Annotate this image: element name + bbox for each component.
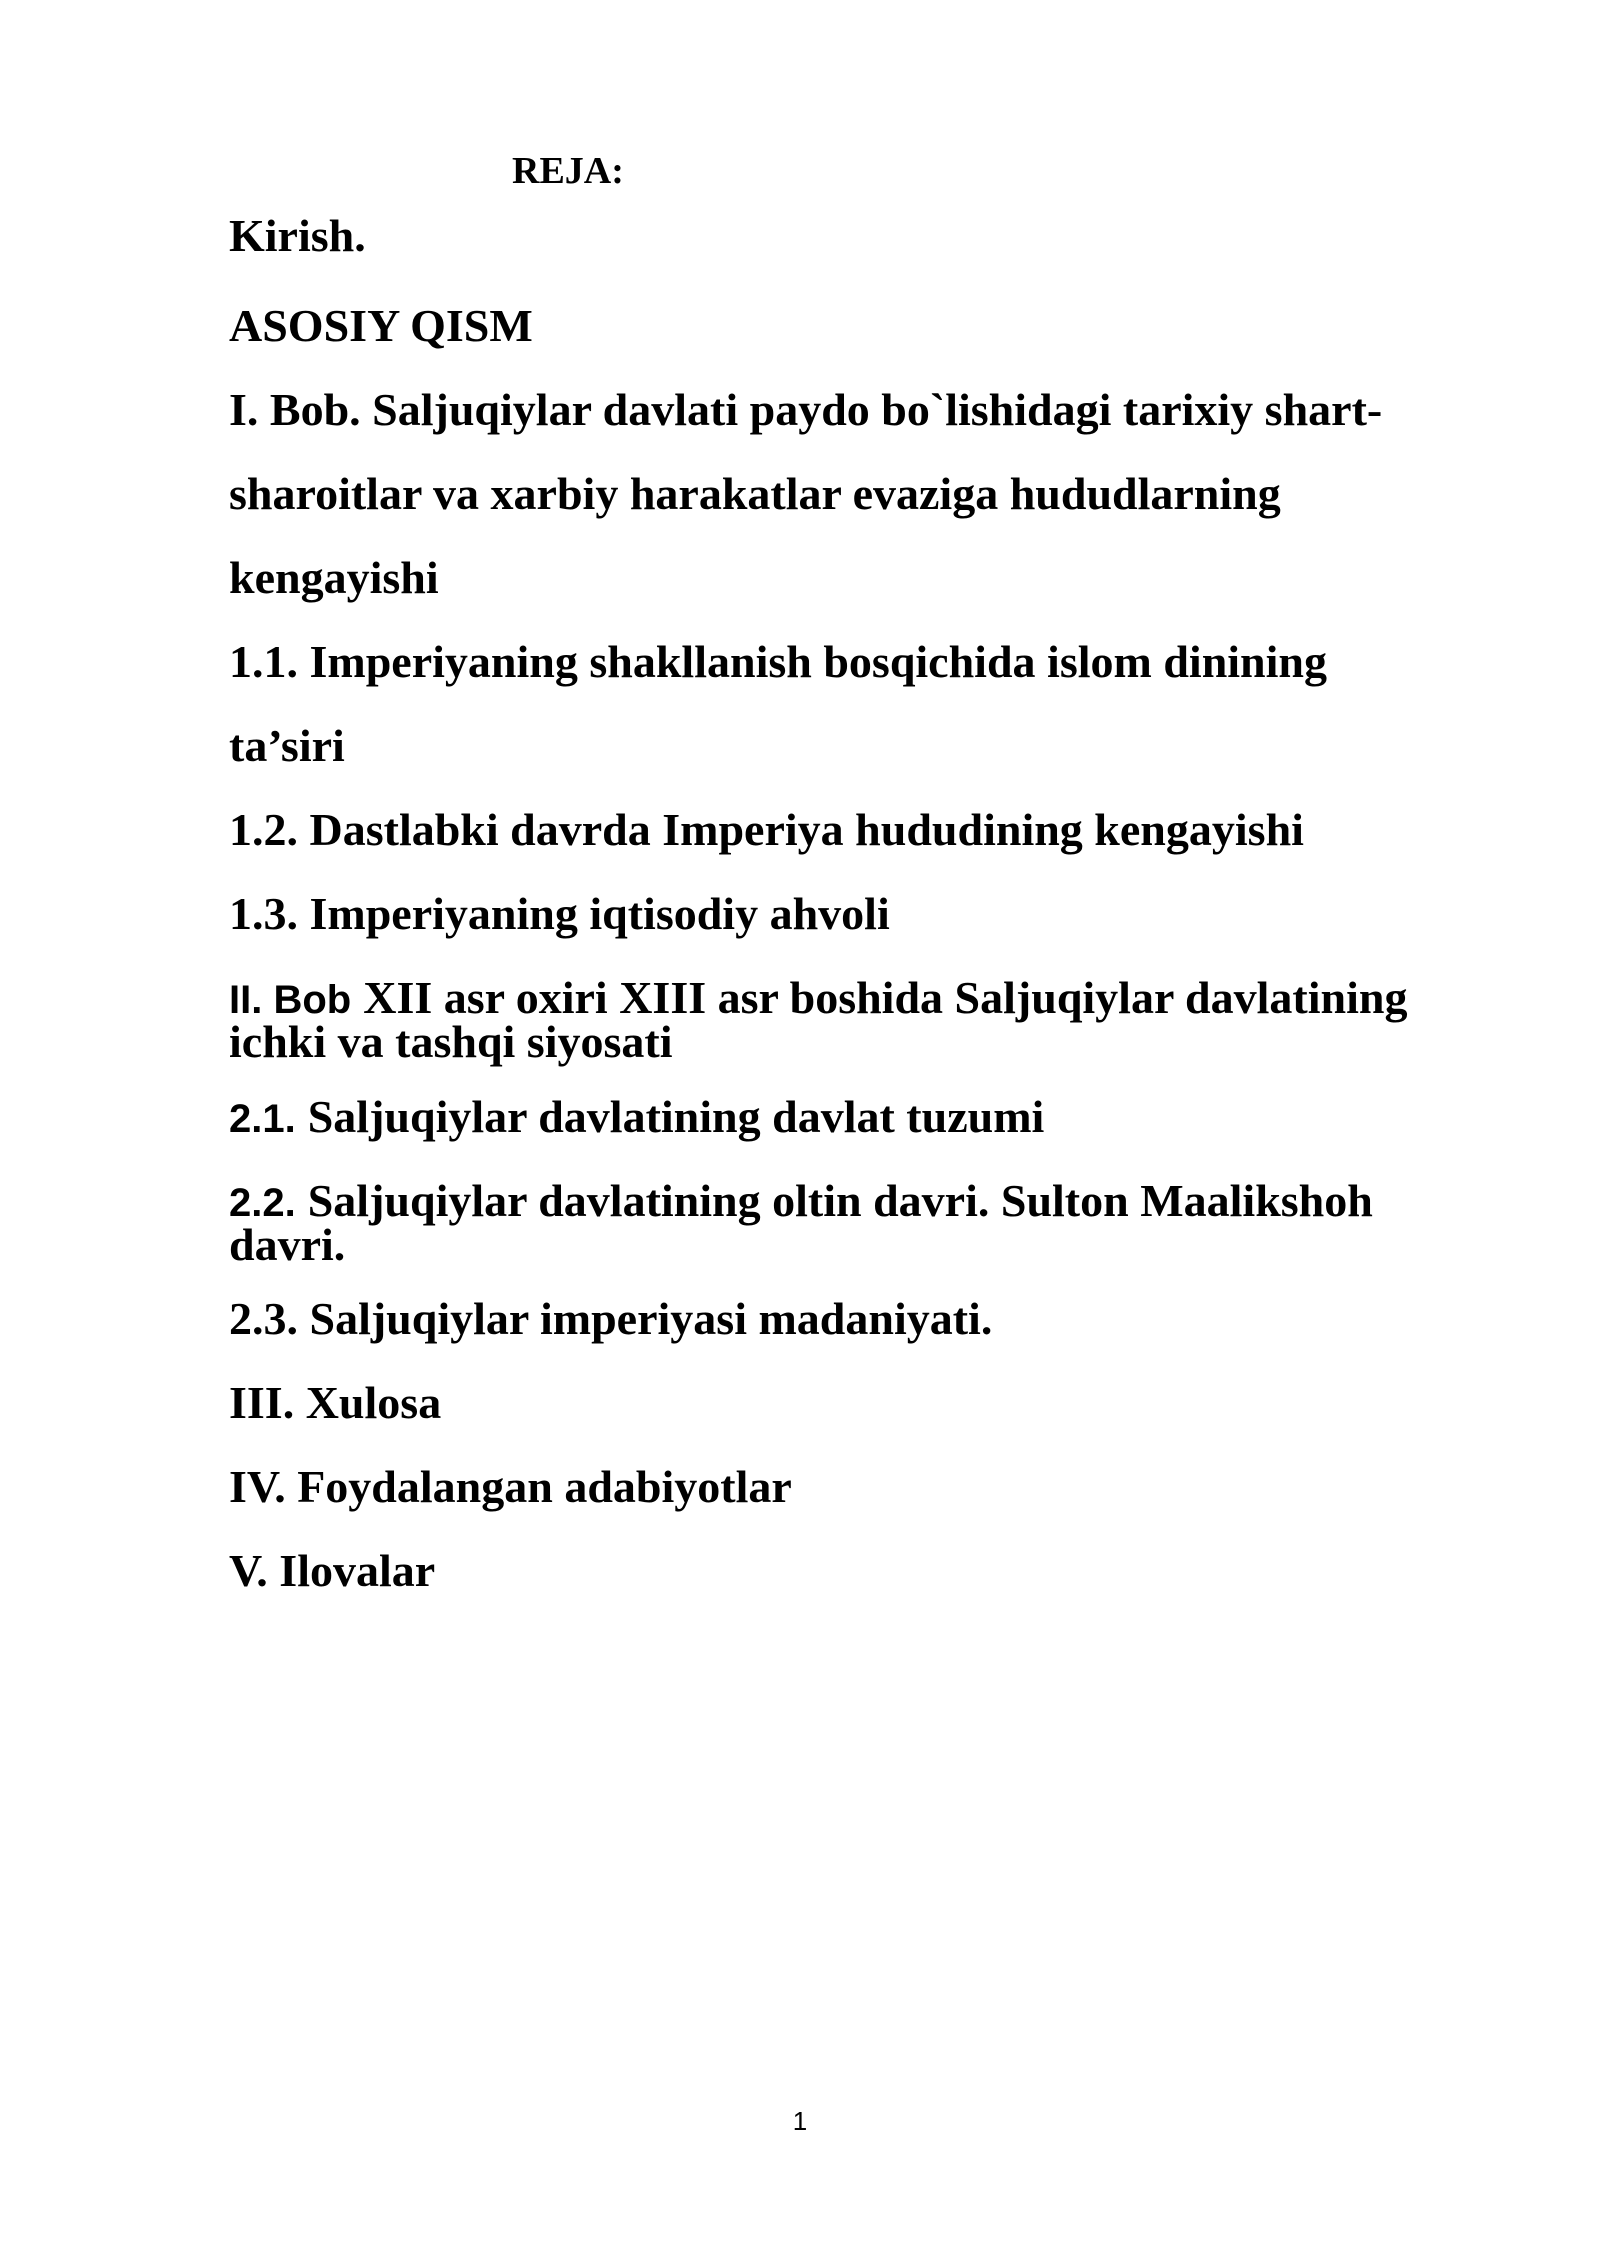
toc-item-chapter-2-line-2: ichki va tashqi siyosati	[229, 1016, 673, 1067]
toc-item-section-1-1-line-2: ta’siri	[229, 720, 345, 771]
toc-item-section-1-1-line-1: 1.1. Imperiyaning shakllanish bosqichida islom dinining	[229, 636, 1328, 687]
toc-item-chapter-1-line-2: sharoitlar va xarbiy harakatlar evaziga hududlarning	[229, 468, 1281, 519]
chapter-2-prefix: II. Bob	[229, 978, 352, 1022]
toc-item-section-2-2-line-2: davri.	[229, 1219, 346, 1270]
toc-item-main-part: ASOSIY QISM	[229, 300, 533, 351]
toc-item-chapter-1-line-3: kengayishi	[229, 552, 439, 603]
toc-item-references: IV. Foydalangan adabiyotlar	[229, 1461, 792, 1512]
section-2-2-number: 2.2.	[229, 1181, 296, 1225]
toc-item-appendices: V. Ilovalar	[229, 1545, 436, 1596]
table-of-contents	[229, 208, 1529, 1613]
toc-item-chapter-1-line-1: I. Bob. Saljuqiylar davlati paydo bo`lishidagi tarixiy shart-	[229, 384, 1383, 435]
toc-item-chapter-2-line-1	[229, 956, 1529, 1023]
toc-item-section-1-2: 1.2. Dastlabki davrda Imperiya hududining kengayishi	[229, 804, 1304, 855]
toc-item-conclusion: III. Xulosa	[229, 1377, 442, 1428]
toc-item-introduction: Kirish.	[229, 210, 366, 261]
chapter-2-title: XII asr oxiri XIII asr boshida Saljuqiylar davlatining	[363, 972, 1408, 1023]
toc-item-section-1-3: 1.3. Imperiyaning iqtisodiy ahvoli	[229, 888, 890, 939]
section-2-2-title: Saljuqiylar davlatining oltin davri. Sulton Maalikshoh	[307, 1175, 1373, 1226]
toc-item-section-2-2-line-1	[229, 1159, 1529, 1226]
toc-item-section-2-1	[229, 1075, 1529, 1159]
section-2-1-title: Saljuqiylar davlatining davlat tuzumi	[307, 1091, 1045, 1142]
toc-item-section-2-3: 2.3. Saljuqiylar imperiyasi madaniyati.	[229, 1293, 993, 1344]
page-number: 1	[792, 2106, 808, 2136]
plan-heading: REJA:	[512, 150, 624, 192]
section-2-1-number: 2.1.	[229, 1097, 296, 1141]
